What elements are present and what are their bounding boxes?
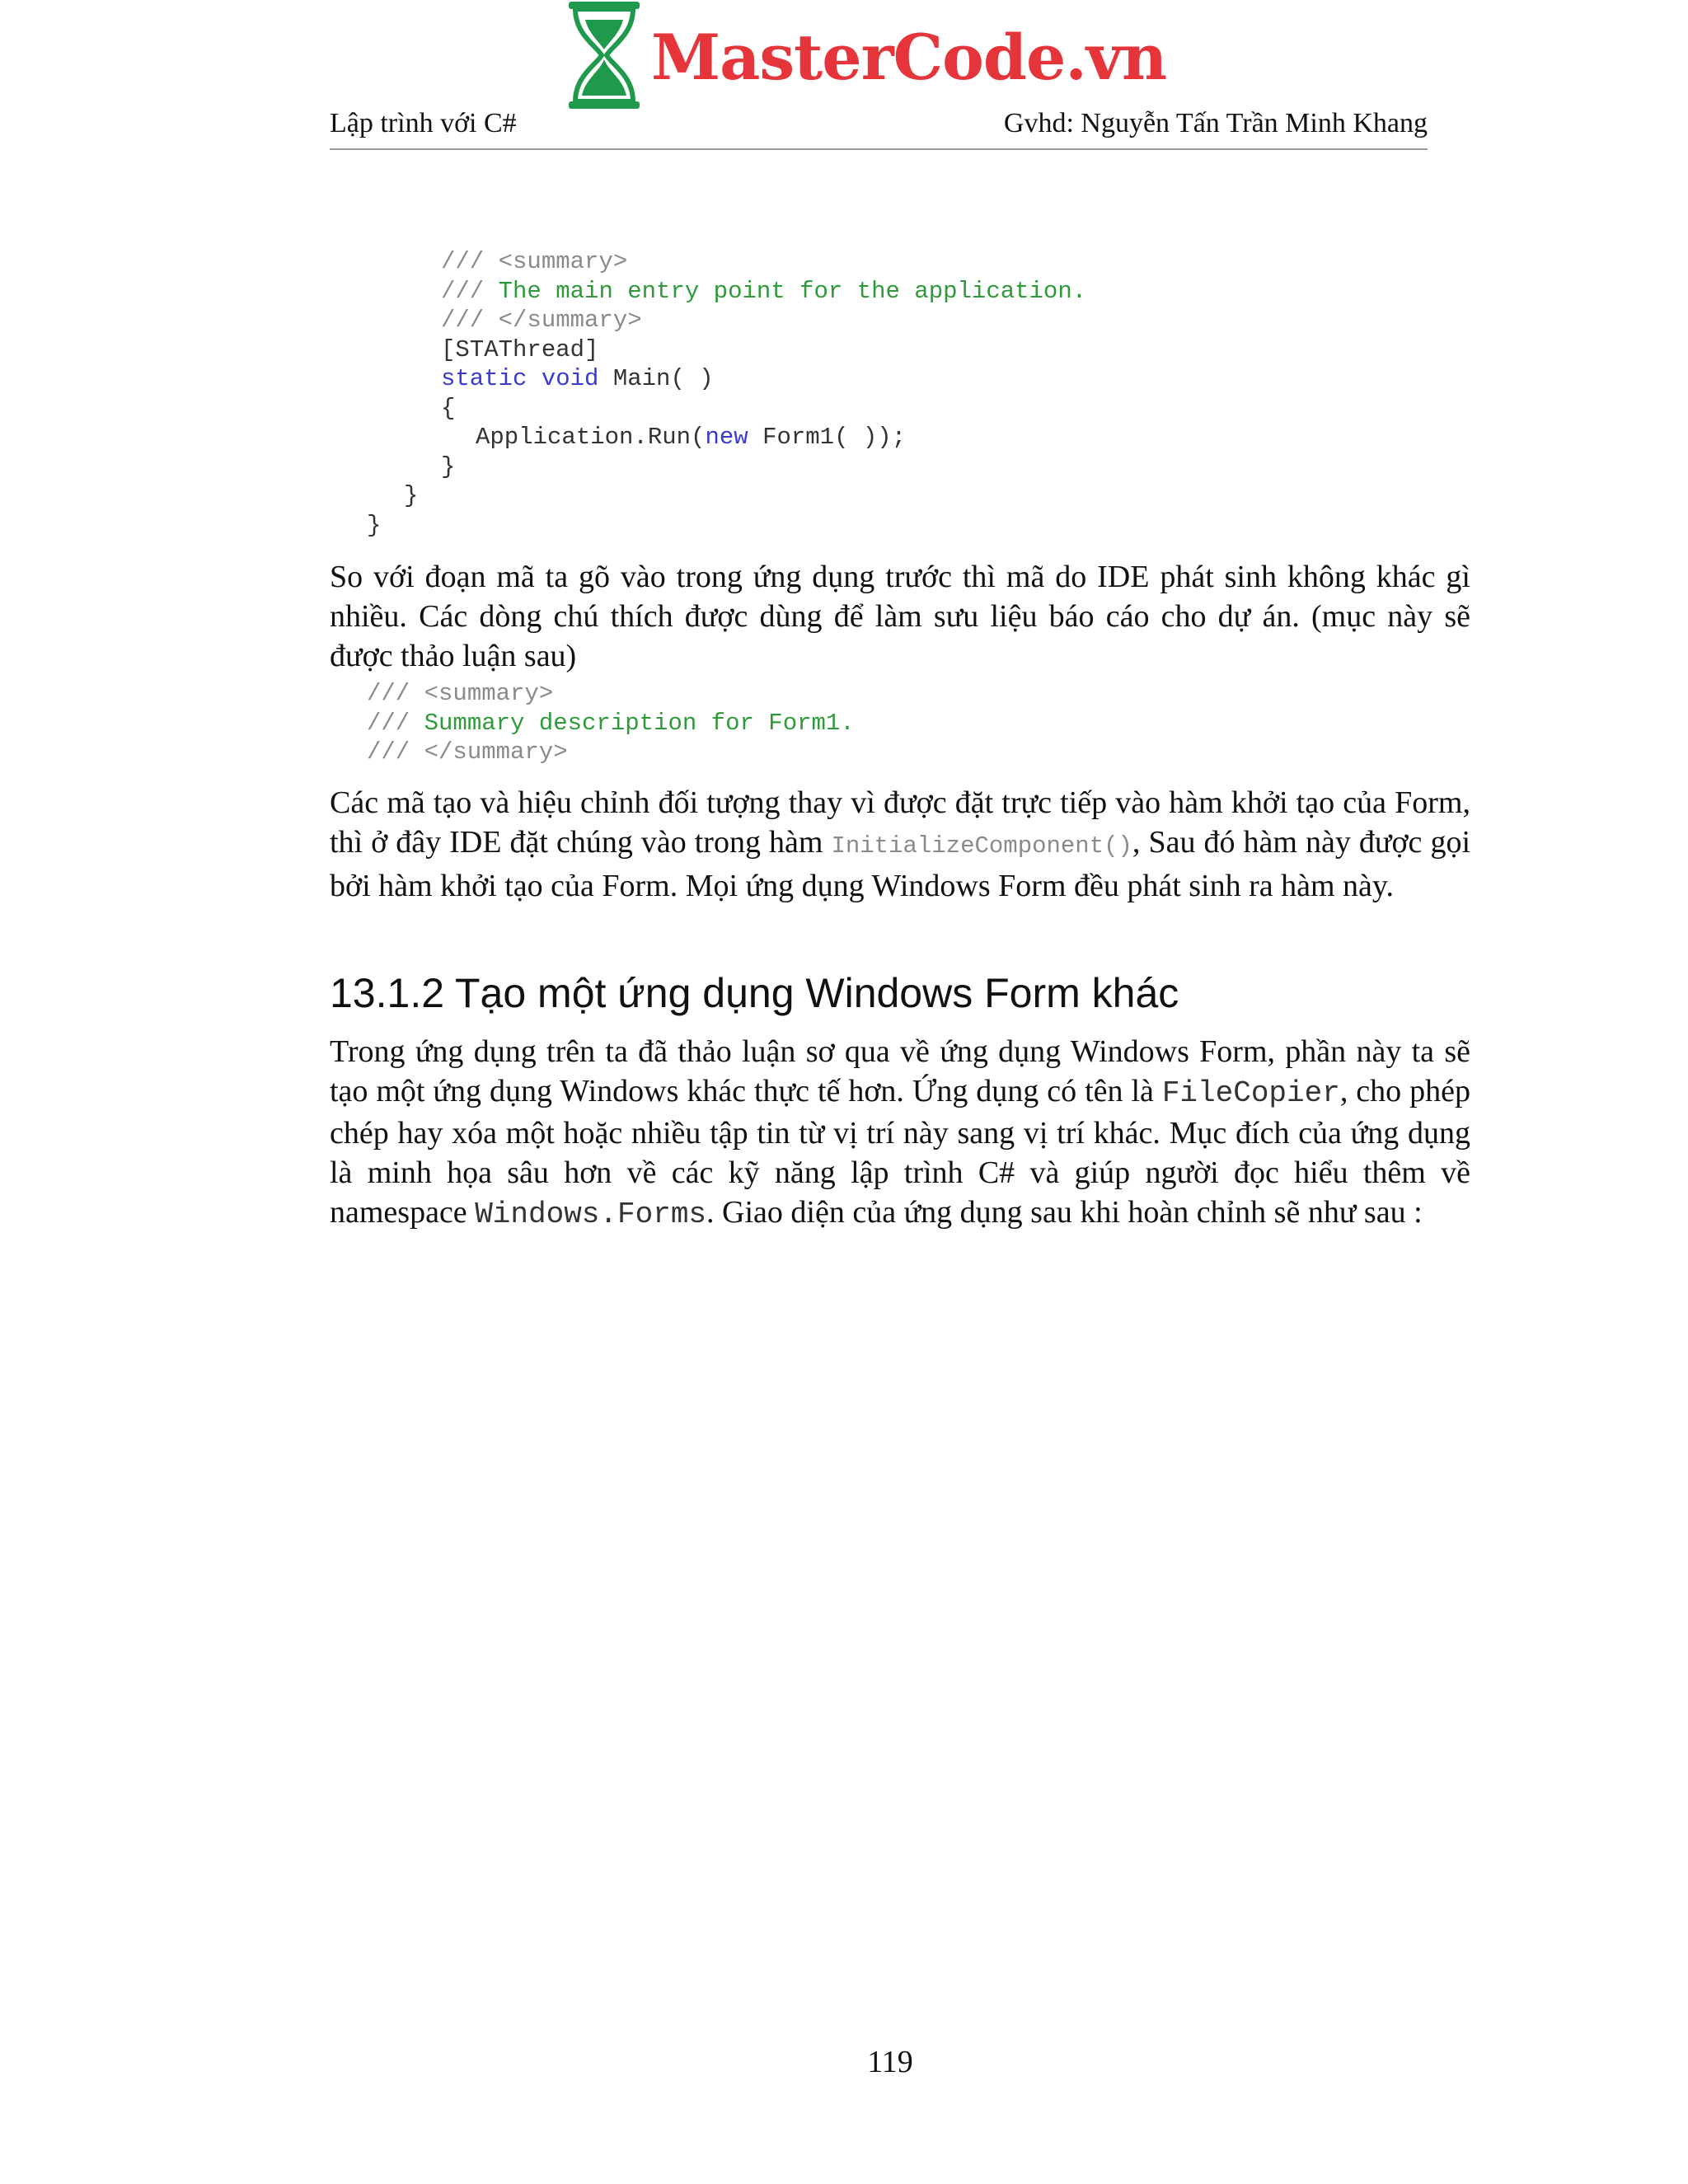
code-line: } <box>367 512 382 539</box>
code-line: /// <summary> <box>367 680 554 707</box>
header-author: Gvhd: Nguyễn Tấn Trần Minh Khang <box>1003 108 1428 138</box>
header-divider <box>330 148 1428 150</box>
header-book-title: Lập trình với C# <box>330 108 517 138</box>
logo-text: MasterCode.vn <box>651 21 1167 94</box>
paragraph-filecopier: Trong ứng dụng trên ta đã thảo luận sơ qua về ứng dụng Windows Form, phần này ta sẽ tạo một ứng dụng Windows khác thực tế hơn. Ứng dụng có tên là FileCopier, cho phép chép hay xóa một hoặc nhiều tập tin từ vị trí này sang vị trí khác. Mục đích của ứng dụng là minh họa sâu hơn về các kỹ năng lập trình C# và giúp người đọc hiểu thêm về namespace Windows.Forms. Giao diện của ứng dụng sau khi hoàn chỉnh sẽ như sau : <box>330 1034 1470 1231</box>
code-line: { <box>441 395 456 422</box>
mastercode-logo <box>565 0 1167 115</box>
code-line: Application.Run(new Form1( )); <box>476 424 907 451</box>
paragraph-initialize-component: Các mã tạo và hiệu chỉnh đối tượng thay vì được đặt trực tiếp vào hàm khởi tạo của Form, thì ở đây IDE đặt chúng vào trong hàm InitializeComponent(), Sau đó hàm này được gọi bởi hàm khởi tạo của Form. Mọi ứng dụng Windows Form đều phát sinh ra hàm này. <box>330 785 1471 903</box>
page-number: 119 <box>867 2045 913 2079</box>
code-line: } <box>404 482 419 509</box>
code-line: /// Summary description for Form1. <box>367 710 855 737</box>
paragraph-ide-comparison: So với đoạn mã ta gõ vào trong ứng dụng trước thì mã do IDE phát sinh không khác gì nhiều. Các dòng chú thích được dùng để làm sưu liệu báo cáo cho dự án. (mục này sẽ được thảo luận sau) <box>330 560 1470 673</box>
code-line: } <box>441 453 456 480</box>
section-heading: 13.1.2 Tạo một ứng dụng Windows Form khác <box>330 970 1179 1016</box>
code-line: /// </summary> <box>367 738 568 766</box>
code-line: static void Main( ) <box>441 365 714 392</box>
code-line: /// <summary> <box>441 248 628 275</box>
code-line: /// The main entry point for the application. <box>441 278 1087 305</box>
code-line: /// </summary> <box>441 307 642 334</box>
hourglass-icon <box>565 0 643 110</box>
code-line: [STAThread] <box>441 336 599 363</box>
